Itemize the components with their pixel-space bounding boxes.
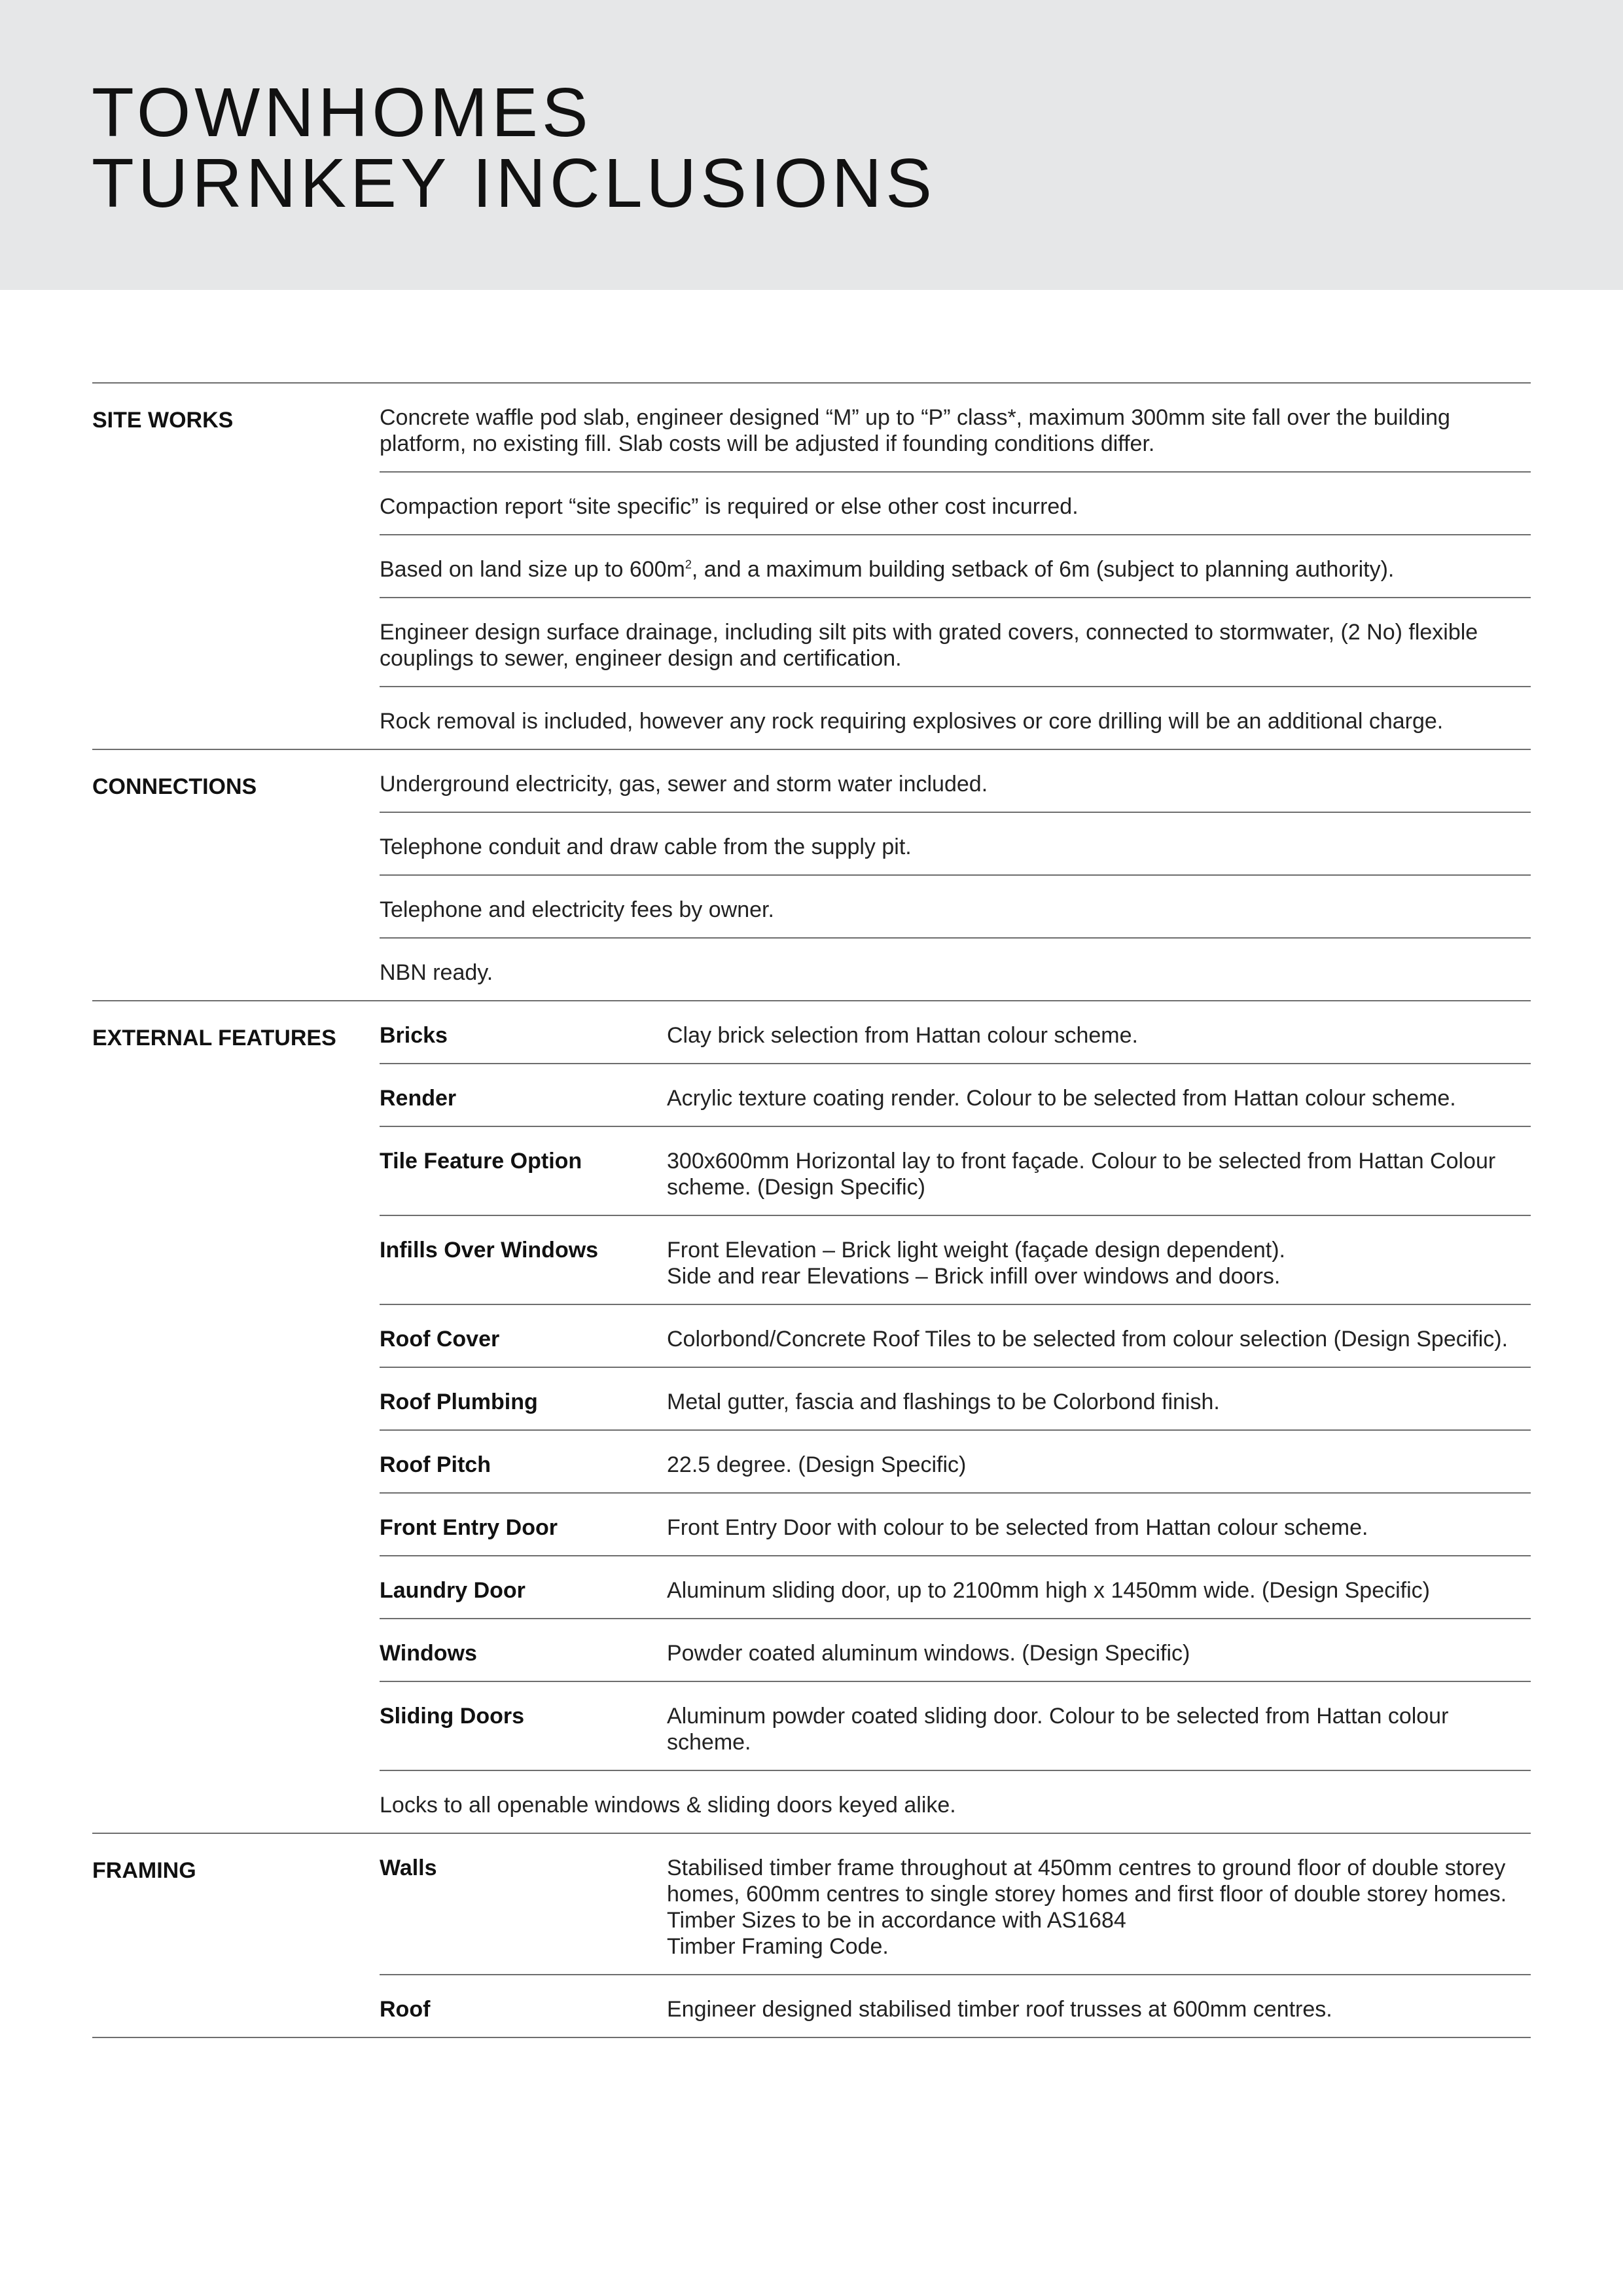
item-label: Render: [380, 1086, 457, 1111]
item-label: Roof Pitch: [380, 1452, 491, 1477]
item-label: Roof: [380, 1997, 431, 2022]
superscript: 2: [685, 558, 692, 571]
table-row: [380, 1126, 1531, 1215]
item-text: Front Elevation – Brick light weight (façade design dependent). Side and rear Elevations – Brick infill over windows and doors.: [667, 1238, 1285, 1289]
item-text: Colorbond/Concrete Roof Tiles to be selected from colour selection (Design Specific).: [667, 1327, 1508, 1352]
title-line-2: TURNKEY INCLUSIONS: [92, 145, 936, 222]
list-item: [380, 750, 1531, 812]
table-row: [380, 1770, 1531, 1833]
page-title: [92, 74, 936, 222]
item-text: 300x600mm Horizontal lay to front façade. Colour to be selected from Hattan Colour scheme. (Design Specific): [667, 1149, 1496, 1200]
table-row: [380, 1681, 1531, 1770]
item-text: Clay brick selection from Hattan colour scheme.: [667, 1023, 1138, 1048]
inclusions-table: [92, 382, 1531, 2038]
section-external-features: [92, 1000, 1531, 1833]
item-text: Front Entry Door with colour to be selected from Hattan colour scheme.: [667, 1515, 1368, 1540]
table-row: [380, 1304, 1531, 1367]
item-label: Roof Plumbing: [380, 1390, 538, 1414]
header-band: [0, 0, 1623, 290]
item-text: Telephone conduit and draw cable from the supply pit.: [380, 834, 912, 859]
item-text: Metal gutter, fascia and flashings to be Colorbond finish.: [667, 1390, 1220, 1414]
list-item: [380, 686, 1531, 749]
item-text: Compaction report “site specific” is required or else other cost incurred.: [380, 494, 1079, 519]
list-item: [380, 534, 1531, 597]
item-text: Aluminum powder coated sliding door. Colour to be selected from Hattan colour scheme.: [667, 1704, 1449, 1755]
item-text: Engineer designed stabilised timber roof trusses at 600mm centres.: [667, 1997, 1332, 2022]
item-text: Locks to all openable windows & sliding doors keyed alike.: [380, 1793, 956, 1818]
table-row: [380, 1367, 1531, 1429]
section-site-works: [92, 382, 1531, 749]
item-text: 22.5 degree. (Design Specific): [667, 1452, 967, 1477]
item-text: Telephone and electricity fees by owner.: [380, 897, 774, 922]
item-label: Roof Cover: [380, 1327, 500, 1352]
table-row: [380, 1834, 1531, 1974]
section-connections: [92, 749, 1531, 1000]
section-label: CONNECTIONS: [92, 774, 257, 799]
section-label: FRAMING: [92, 1858, 196, 1883]
item-label: Bricks: [380, 1023, 448, 1048]
item-text: NBN ready.: [380, 960, 493, 985]
item-text-part: Based on land size up to 600m: [380, 557, 685, 582]
item-text: Acrylic texture coating render. Colour to be selected from Hattan colour scheme.: [667, 1086, 1456, 1111]
item-text: Concrete waffle pod slab, engineer designed “M” up to “P” class*, maximum 300mm site fall over the building platform, no existing fill. Slab costs will be adjusted if founding conditions differ.: [380, 405, 1450, 456]
item-text: Stabilised timber frame throughout at 450mm centres to ground floor of double storey homes, 600mm centres to single storey homes and first floor of double storey homes. Timber Sizes to be in accordance with AS1684 Timber Framing Code.: [667, 1856, 1507, 1959]
list-item: [380, 874, 1531, 937]
item-label: Front Entry Door: [380, 1515, 558, 1540]
section-label: SITE WORKS: [92, 408, 234, 433]
title-line-1: TOWNHOMES: [92, 74, 592, 151]
table-row: [380, 1001, 1531, 1063]
item-text: Powder coated aluminum windows. (Design Specific): [667, 1641, 1190, 1666]
item-label: Laundry Door: [380, 1578, 526, 1603]
list-item: [380, 471, 1531, 534]
item-label: Windows: [380, 1641, 477, 1666]
table-row: [380, 1974, 1531, 2037]
list-item: [380, 812, 1531, 874]
list-item: [380, 937, 1531, 1000]
item-label: Tile Feature Option: [380, 1149, 582, 1174]
item-text: Engineer design surface drainage, including silt pits with grated covers, connected to stormwater, (2 No) flexible couplings to sewer, engineer design and certification.: [380, 620, 1478, 671]
table-row: [380, 1492, 1531, 1555]
item-label: Walls: [380, 1856, 437, 1880]
table-row: [380, 1215, 1531, 1304]
item-text: [380, 556, 1531, 583]
section-framing: [92, 1833, 1531, 2038]
item-text: Underground electricity, gas, sewer and storm water included.: [380, 772, 988, 797]
item-text: Aluminum sliding door, up to 2100mm high x 1450mm wide. (Design Specific): [667, 1578, 1430, 1603]
table-row: [380, 1618, 1531, 1681]
table-row: [380, 1063, 1531, 1126]
table-row: [380, 1429, 1531, 1492]
item-text: Rock removal is included, however any rock requiring explosives or core drilling will be an additional charge.: [380, 709, 1444, 734]
section-label: EXTERNAL FEATURES: [92, 1026, 336, 1050]
list-item: [380, 384, 1531, 471]
item-label: Sliding Doors: [380, 1704, 524, 1729]
table-row: [380, 1555, 1531, 1618]
item-label: Infills Over Windows: [380, 1238, 599, 1263]
item-text-part: , and a maximum building setback of 6m (subject to planning authority).: [691, 557, 1395, 582]
list-item: [380, 597, 1531, 686]
